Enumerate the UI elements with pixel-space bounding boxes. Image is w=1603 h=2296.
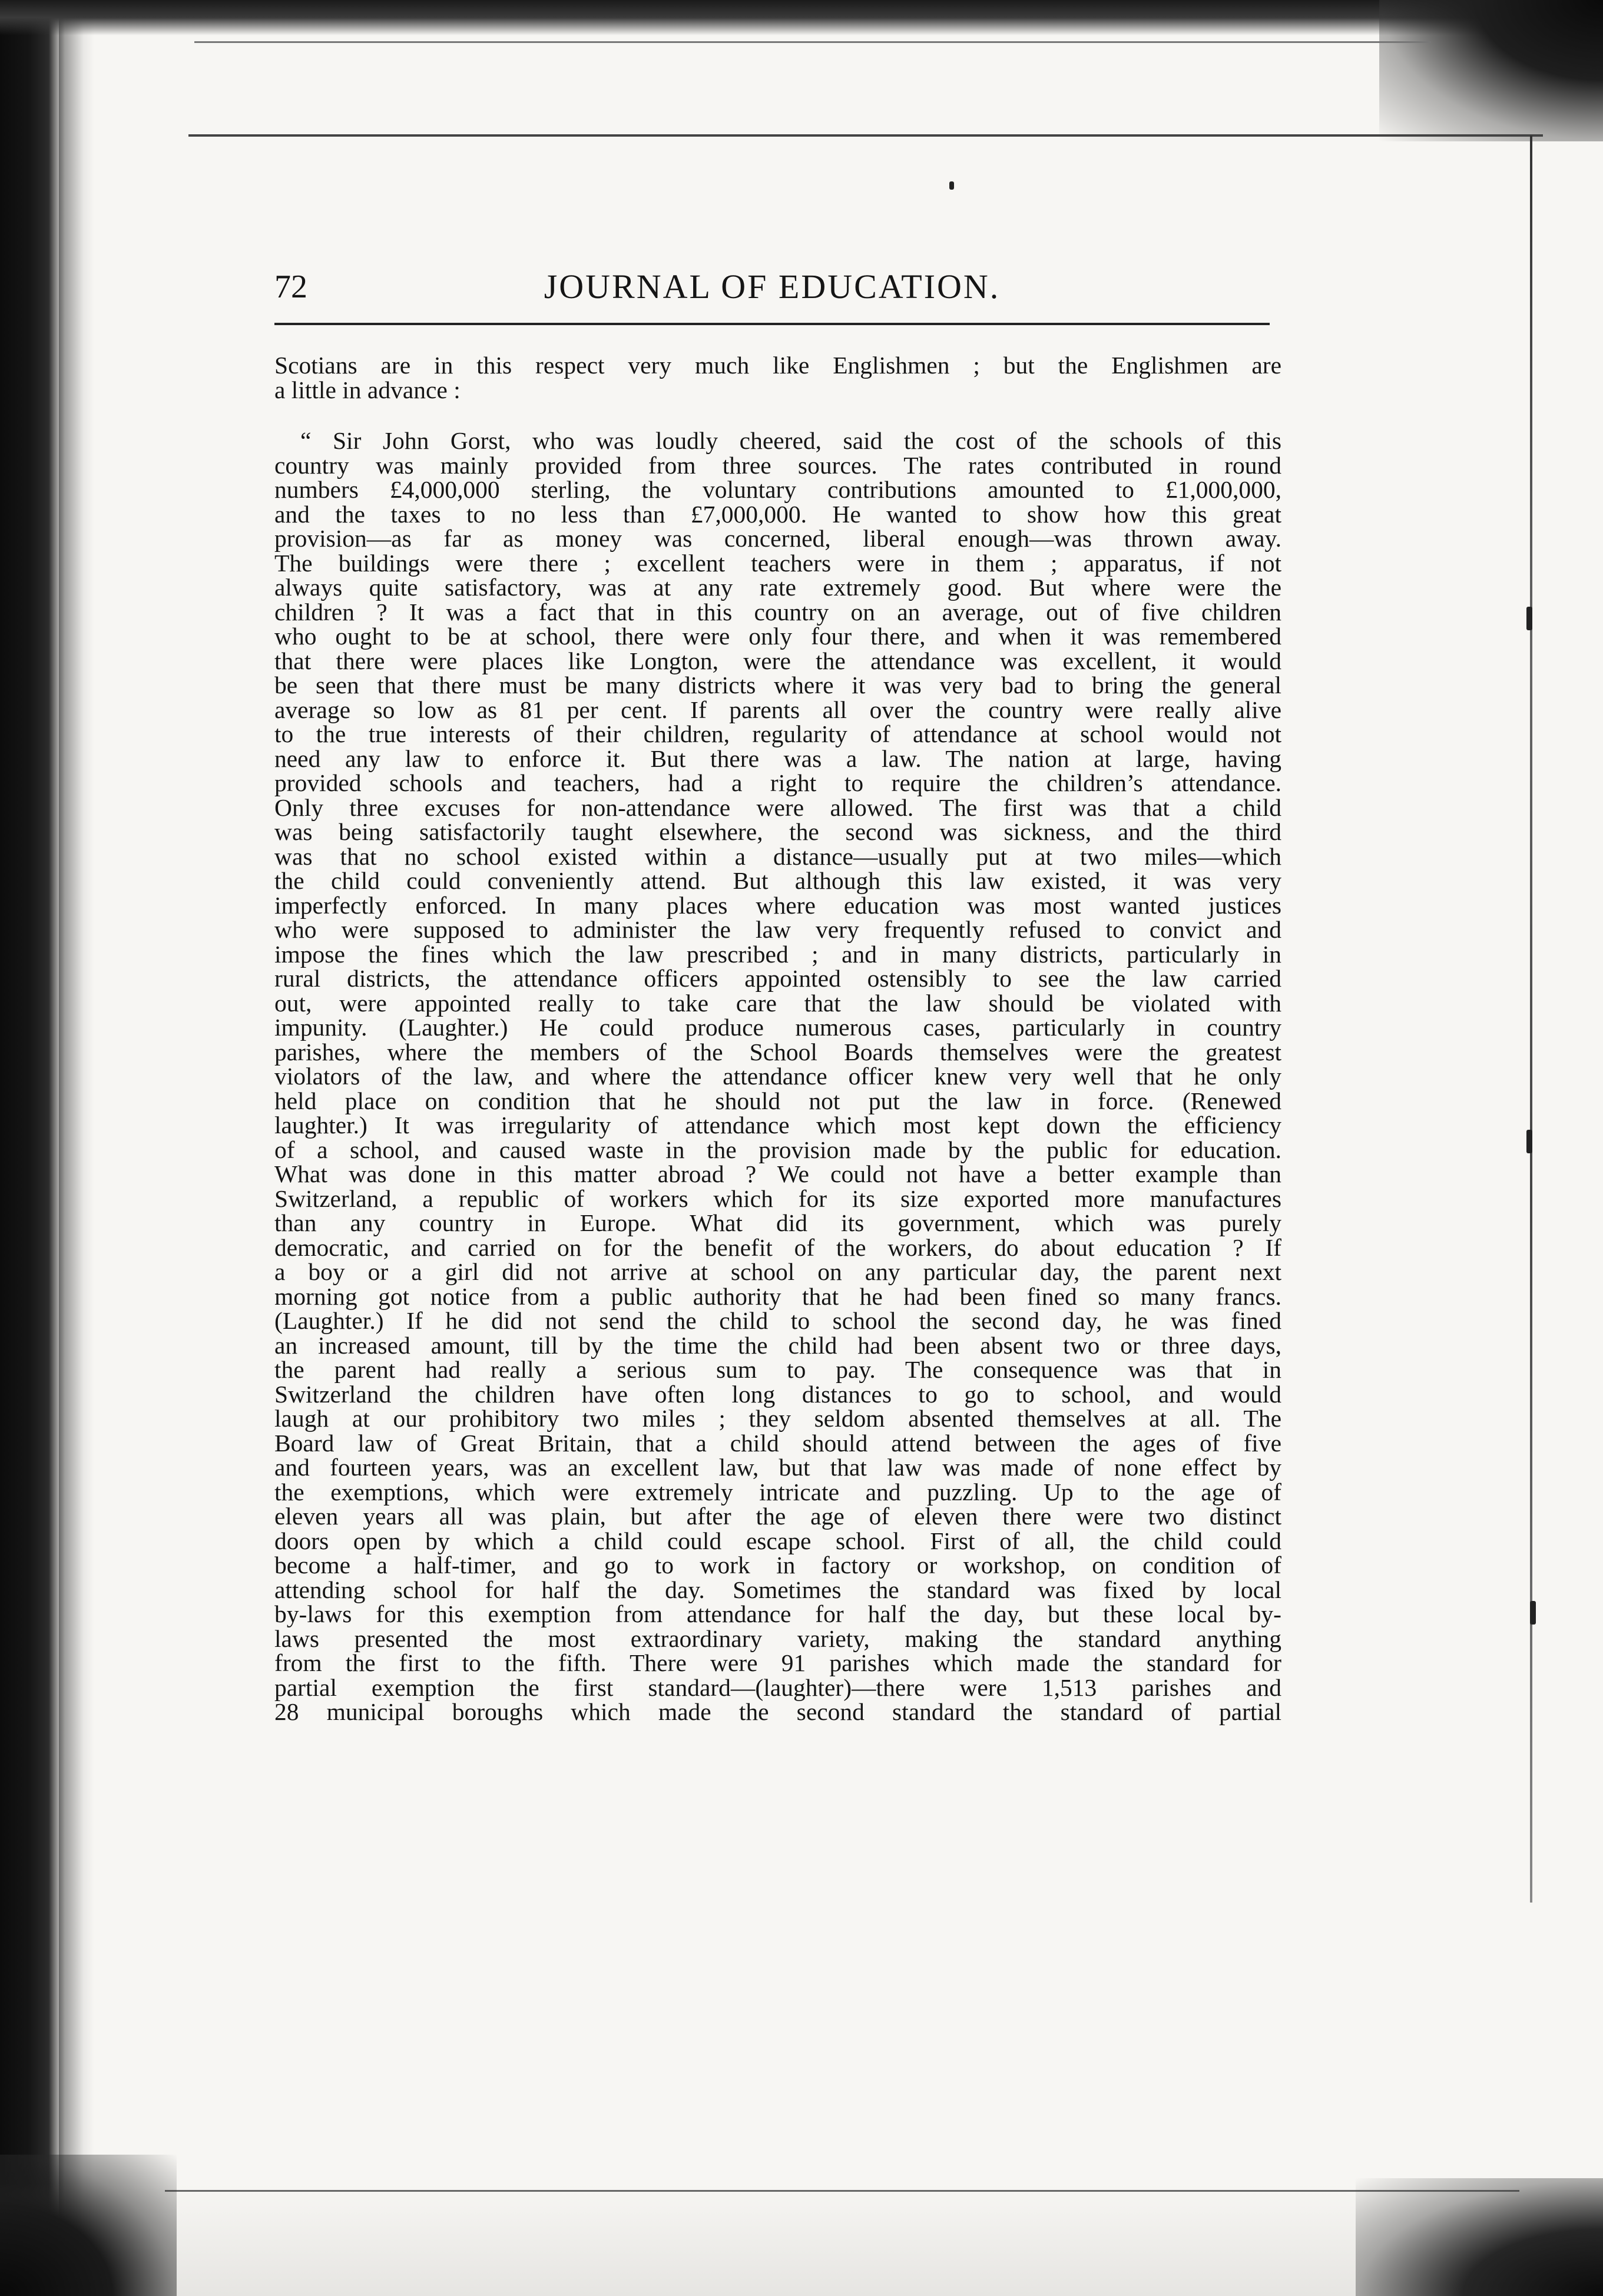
text-line: from the first to the fifth. There were 91 parishes which made the standard for — [274, 1649, 1281, 1676]
running-head: JOURNAL OF EDUCATION. — [544, 267, 1001, 306]
text-line: provision—as far as money was concerned, liberal enough—was thrown away. — [274, 525, 1281, 552]
text-line: Switzerland the children have often long distances to go to school, and would — [274, 1380, 1281, 1408]
text-line: average so low as 81 per cent. If parents all over the country were really alive — [274, 696, 1281, 723]
text-line: laugh at our prohibitory two miles ; they seldom absented themselves at all. The — [274, 1405, 1281, 1432]
text-line: who ought to be at school, there were only four there, and when it was remembered — [274, 623, 1281, 650]
text-line: need any law to enforce it. But there was a law. The nation at large, having — [274, 745, 1281, 772]
scan-shadow-left-soft — [59, 0, 94, 2296]
text-line: and the taxes to no less than £7,000,000. He wanted to show how this great — [274, 500, 1281, 528]
text-line: become a half-timer, and go to work in factory or workshop, on condition of — [274, 1551, 1281, 1579]
text-line: the parent had really a serious sum to pay. The consequence was that in — [274, 1356, 1281, 1383]
text-line: than any country in Europe. What did its government, which was purely — [274, 1209, 1281, 1236]
intro-paragraph — [274, 353, 1281, 402]
text-line: eleven years all was plain, but after the age of eleven there were two distinct — [274, 1503, 1281, 1530]
text-line: of a school, and caused waste in the provision made by the public for education. — [274, 1136, 1281, 1163]
text-line: was being satisfactorily taught elsewhere, the second was sickness, and the third — [274, 818, 1281, 845]
page-header — [274, 266, 1270, 307]
text-line: who were supposed to administer the law very frequently refused to convict and — [274, 916, 1281, 943]
text-line: an increased amount, till by the time the child had been absent two or three days, — [274, 1331, 1281, 1359]
text-line: impose the fines which the law prescribed ; and in many districts, particularly in — [274, 940, 1281, 968]
text-line: (Laughter.) If he did not send the child to school the second day, he was fined — [274, 1307, 1281, 1334]
text-line: morning got notice from a public authority that he had been fined so many francs. — [274, 1282, 1281, 1310]
text-line: a little in advance : — [274, 376, 461, 403]
text-line: held place on condition that he should not put the law in force. (Renewed — [274, 1087, 1281, 1114]
text-line: a boy or a girl did not arrive at school on any particular day, the parent next — [274, 1258, 1281, 1285]
text-line: partial exemption the first standard—(laughter)—there were 1,513 parishes and — [274, 1673, 1281, 1701]
text-line: violators of the law, and where the attendance officer knew very well that he only — [274, 1063, 1281, 1090]
text-line: always quite satisfactory, was at any rate extremely good. But where were the — [274, 574, 1281, 601]
text-line: rural districts, the attendance officers appointed ostensibly to see the law carried — [274, 965, 1281, 992]
text-line: Switzerland, a republic of workers which for its size exported more manufactures — [274, 1185, 1281, 1212]
text-line: Scotians are in this respect very much like Englishmen ; but the Englishmen are — [274, 352, 1281, 379]
text-line: parishes, where the members of the School Boards themselves were the greatest — [274, 1038, 1281, 1066]
text-line: that there were places like Longton, were the attendance was excellent, it would — [274, 647, 1281, 674]
quote-paragraph — [274, 429, 1281, 1725]
text-line: provided schools and teachers, had a right to require the children’s attendance. — [274, 769, 1281, 796]
text-line: Only three excuses for non-attendance were allowed. The first was that a child — [274, 793, 1281, 821]
scan-page-edge-line — [188, 134, 1543, 137]
ink-speck — [949, 181, 954, 190]
text-line: numbers £4,000,000 sterling, the voluntary contributions amounted to £1,000,000, — [274, 476, 1281, 503]
page-number: 72 — [274, 269, 307, 305]
text-line: country was mainly provided from three sources. The rates contributed in round — [274, 451, 1281, 479]
text-line: Board law of Great Britain, that a child should attend between the ages of five — [274, 1429, 1281, 1457]
text-line: democratic, and carried on for the benefit of the workers, do about education ? If — [274, 1233, 1281, 1261]
text-line: The buildings were there ; excellent teachers were in them ; apparatus, if not — [274, 549, 1281, 577]
scan-page-edge-bottom — [165, 2190, 1519, 2192]
text-line: laws presented the most extraordinary variety, making the standard anything — [274, 1625, 1281, 1652]
text-line: and fourteen years, was an excellent law, but that law was made of none effect by — [274, 1454, 1281, 1481]
text-line: “ Sir John Gorst, who was loudly cheered, said the cost of the schools of this — [300, 427, 1281, 454]
text-line: doors open by which a child could escape school. First of all, the child could — [274, 1527, 1281, 1554]
text-line: 28 municipal boroughs which made the second standard the standard of partial — [274, 1698, 1281, 1725]
text-line: to the true interests of their children, regularity of attendance at school would not — [274, 720, 1281, 747]
text-line: attending school for half the day. Sometimes the standard was fixed by local — [274, 1576, 1281, 1603]
ink-speck — [1530, 1601, 1536, 1625]
scan-shadow-bottom-right — [1356, 2178, 1603, 2296]
text-line: by-laws for this exemption from attendance for half the day, but these local by- — [274, 1600, 1281, 1627]
scan-shadow-top-right — [1379, 0, 1603, 141]
text-line: What was done in this matter abroad ? We could not have a better example than — [274, 1160, 1281, 1187]
text-line: laughter.) It was irregularity of attendance which most kept down the efficiency — [274, 1111, 1281, 1139]
text-line: children ? It was a fact that in this country on an average, out of five children — [274, 598, 1281, 626]
text-line: the exemptions, which were extremely intricate and puzzling. Up to the age of — [274, 1478, 1281, 1506]
scan-shadow-left — [0, 0, 65, 2296]
scan-page-edge-right — [1530, 135, 1532, 1903]
text-line: out, were appointed really to take care that the law should be violated with — [274, 989, 1281, 1017]
scan-shadow-top — [0, 0, 1603, 35]
header-rule — [274, 323, 1270, 325]
text-line: the child could conveniently attend. But although this law existed, it was very — [274, 867, 1281, 894]
ink-speck — [1526, 607, 1532, 630]
scan-shadow-bottom-left — [0, 2155, 177, 2296]
text-line: was that no school existed within a distance—usually put at two miles—which — [274, 842, 1281, 870]
scan-page-edge-top — [194, 41, 1431, 43]
text-line: imperfectly enforced. In many places where education was most wanted justices — [274, 891, 1281, 919]
text-line: be seen that there must be many districts where it was very bad to bring the general — [274, 671, 1281, 699]
text-line: impunity. (Laughter.) He could produce numerous cases, particularly in country — [274, 1014, 1281, 1041]
ink-speck — [1526, 1130, 1532, 1153]
